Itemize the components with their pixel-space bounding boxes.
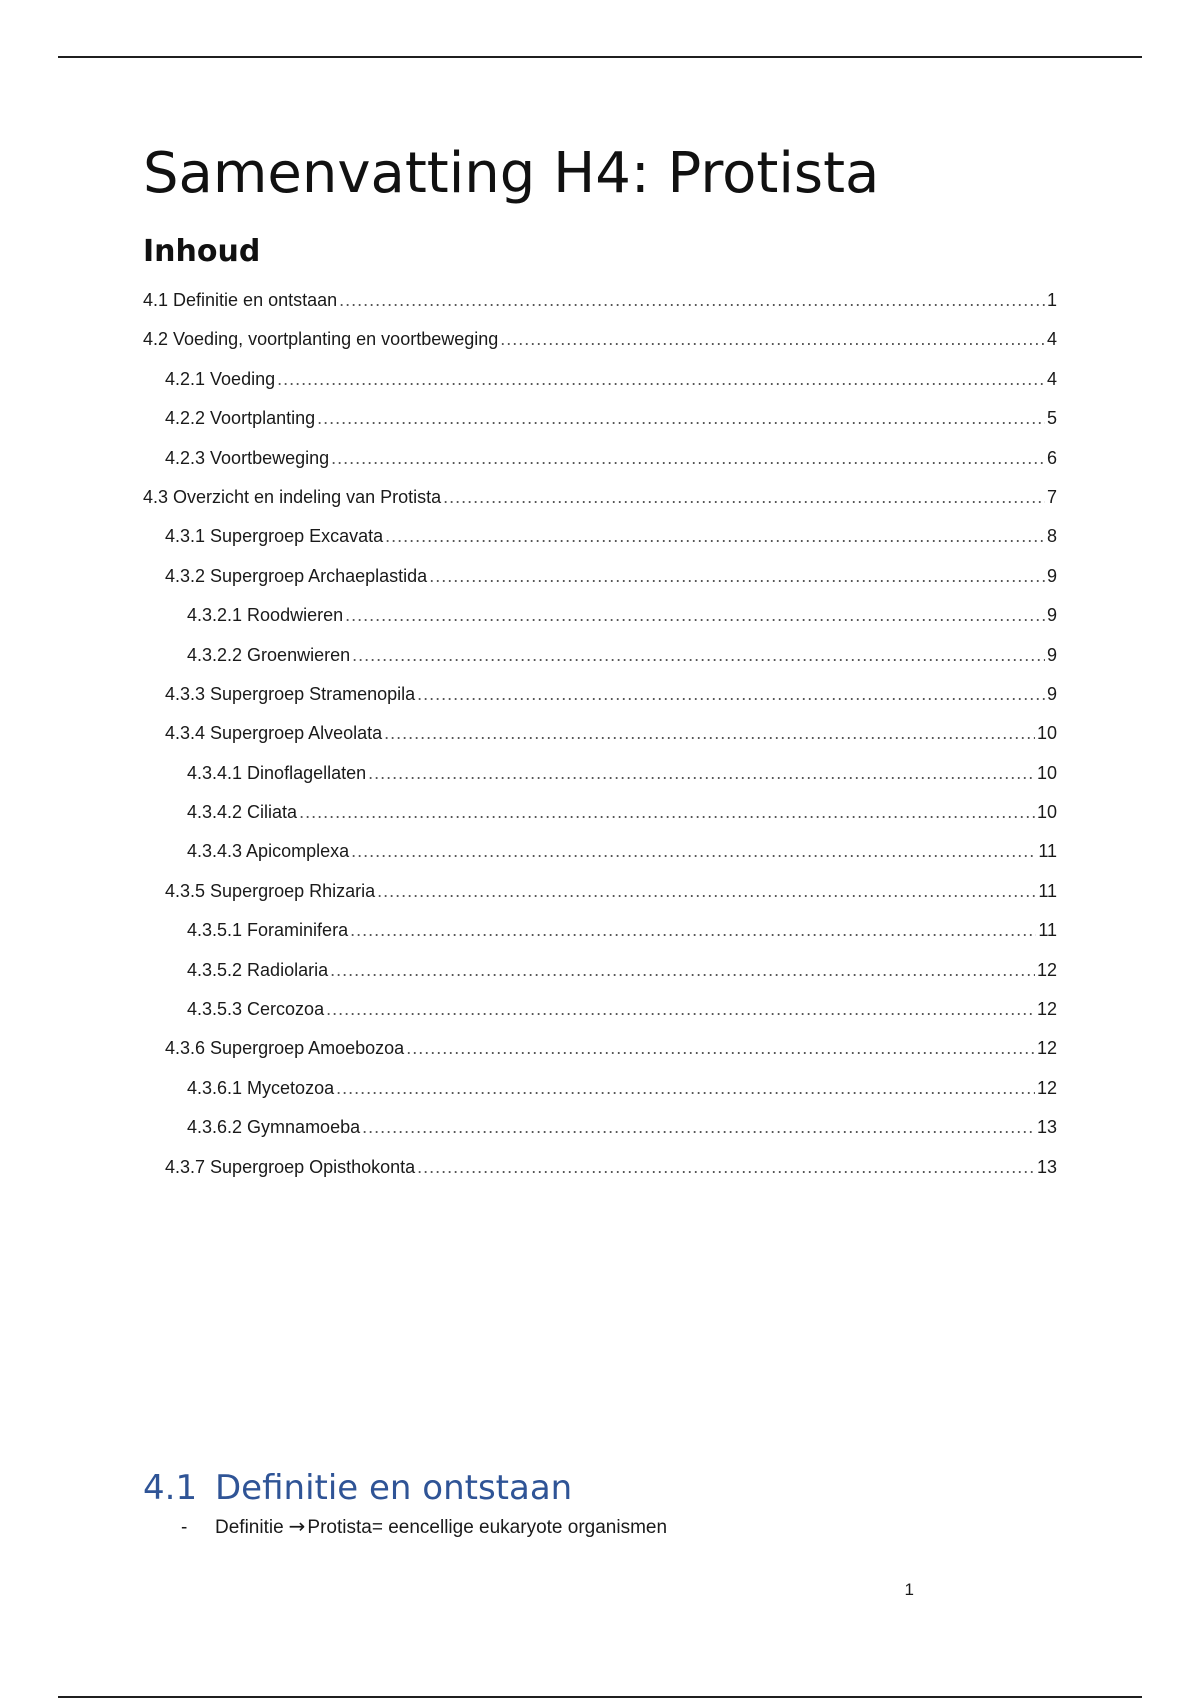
toc-entry-page: 10 <box>1036 802 1057 823</box>
toc-entry-page: 7 <box>1046 486 1057 507</box>
section-heading <box>143 1466 572 1510</box>
toc-entry-page: 11 <box>1038 920 1057 941</box>
bottom-rule <box>58 1696 1142 1698</box>
toc-entry-title: 4.3.6 Supergroep Amoebozoa <box>165 1038 405 1059</box>
toc-entry-title: 4.3.2.1 Roodwieren <box>187 605 344 626</box>
toc-dot-leader <box>429 558 1045 594</box>
toc-entry[interactable] <box>143 952 1057 991</box>
toc-entry-page: 8 <box>1046 526 1057 547</box>
toc-entry-page: 10 <box>1036 762 1057 783</box>
toc-entry[interactable] <box>143 321 1057 360</box>
toc-dot-leader <box>417 1149 1035 1185</box>
section-title: Definitie en ontstaan <box>215 1468 573 1508</box>
toc-entry-title: 4.3.6.1 Mycetozoa <box>187 1077 335 1098</box>
toc-entry[interactable] <box>143 755 1057 794</box>
arrow-right-icon: → <box>288 1514 306 1538</box>
toc-dot-leader <box>336 1070 1035 1106</box>
toc-dot-leader <box>368 755 1035 791</box>
toc-entry[interactable] <box>143 400 1057 439</box>
toc-entry-title: 4.2.1 Voeding <box>165 368 276 389</box>
table-of-contents <box>143 282 1057 1188</box>
toc-entry[interactable] <box>143 597 1057 636</box>
toc-entry[interactable] <box>143 361 1057 400</box>
toc-entry-page: 13 <box>1036 1117 1057 1138</box>
toc-dot-leader <box>317 400 1045 436</box>
toc-dot-leader <box>351 833 1036 869</box>
toc-entry[interactable] <box>143 440 1057 479</box>
toc-entry[interactable] <box>143 518 1057 557</box>
toc-entry[interactable] <box>143 676 1057 715</box>
toc-dot-leader <box>384 715 1035 751</box>
toc-entry-title: 4.3.4.3 Apicomplexa <box>187 841 350 862</box>
toc-entry[interactable] <box>143 1030 1057 1069</box>
toc-dot-leader <box>330 952 1035 988</box>
toc-entry[interactable] <box>143 1109 1057 1148</box>
toc-entry-page: 13 <box>1036 1156 1057 1177</box>
toc-dot-leader <box>277 361 1045 397</box>
toc-entry[interactable] <box>143 1149 1057 1188</box>
document-page <box>143 0 1057 1700</box>
toc-entry[interactable] <box>143 637 1057 676</box>
toc-dot-leader <box>417 676 1045 712</box>
toc-entry-title: 4.3 Overzicht en indeling van Protista <box>143 486 442 507</box>
definition-text: Protista= eencellige eukaryote organismen <box>307 1517 668 1538</box>
toc-dot-leader <box>385 518 1045 554</box>
toc-entry-title: 4.3.7 Supergroep Opisthokonta <box>165 1156 416 1177</box>
toc-entry[interactable] <box>143 873 1057 912</box>
toc-entry-page: 9 <box>1046 605 1057 626</box>
toc-entry-page: 12 <box>1036 959 1057 980</box>
toc-entry[interactable] <box>143 794 1057 833</box>
toc-dot-leader <box>331 440 1045 476</box>
toc-entry-page: 4 <box>1046 368 1057 389</box>
definition-term: Definitie <box>215 1517 284 1538</box>
toc-entry-title: 4.2 Voeding, voortplanting en voortbeweging <box>143 329 499 350</box>
toc-entry[interactable] <box>143 558 1057 597</box>
document-title: Samenvatting H4: Protista <box>143 141 880 206</box>
toc-entry-page: 1 <box>1046 290 1057 310</box>
toc-entry-title: 4.3.2 Supergroep Archaeplastida <box>165 565 428 586</box>
toc-entry-title: 4.3.1 Supergroep Excavata <box>165 526 384 547</box>
toc-entry-title: 4.3.6.2 Gymnamoeba <box>187 1117 361 1138</box>
toc-entry-page: 11 <box>1038 880 1057 901</box>
definition-bullet <box>181 1512 667 1542</box>
section-number: 4.1 <box>143 1468 198 1508</box>
toc-entry-title: 4.3.4 Supergroep Alveolata <box>165 723 383 744</box>
toc-entry[interactable] <box>143 991 1057 1030</box>
toc-heading: Inhoud <box>143 234 261 269</box>
toc-entry-title: 4.1 Definitie en ontstaan <box>143 290 338 310</box>
toc-entry[interactable] <box>143 479 1057 518</box>
toc-dot-leader <box>377 873 1036 909</box>
toc-dot-leader <box>362 1109 1035 1145</box>
toc-entry-title: 4.3.3 Supergroep Stramenopila <box>165 683 416 704</box>
toc-dot-leader <box>500 321 1045 357</box>
toc-entry-title: 4.3.5 Supergroep Rhizaria <box>165 880 376 901</box>
toc-entry-page: 12 <box>1036 999 1057 1020</box>
page-number: 1 <box>904 1580 914 1599</box>
toc-entry-title: 4.3.4.2 Ciliata <box>187 802 298 823</box>
toc-entry-page: 4 <box>1046 329 1057 350</box>
toc-entry-page: 9 <box>1046 644 1057 665</box>
toc-entry-title: 4.2.3 Voortbeweging <box>165 447 330 468</box>
toc-entry-page: 9 <box>1046 565 1057 586</box>
toc-dot-leader <box>299 794 1035 830</box>
toc-entry-title: 4.3.5.3 Cercozoa <box>187 999 325 1020</box>
toc-entry-page: 9 <box>1046 683 1057 704</box>
toc-entry[interactable] <box>143 833 1057 872</box>
toc-entry-page: 10 <box>1036 723 1057 744</box>
bullet-marker: - <box>181 1517 188 1538</box>
toc-entry[interactable] <box>143 715 1057 754</box>
toc-entry-page: 12 <box>1036 1038 1057 1059</box>
toc-entry-title: 4.3.5.2 Radiolaria <box>187 959 329 980</box>
toc-entry-page: 11 <box>1038 841 1057 862</box>
toc-entry-title: 4.2.2 Voortplanting <box>165 408 316 429</box>
toc-entry-page: 12 <box>1036 1077 1057 1098</box>
toc-entry-page: 6 <box>1046 447 1057 468</box>
toc-dot-leader <box>350 912 1036 948</box>
toc-entry[interactable] <box>143 912 1057 951</box>
toc-entry[interactable] <box>143 1070 1057 1109</box>
toc-dot-leader <box>406 1030 1035 1066</box>
toc-dot-leader <box>339 282 1045 318</box>
toc-dot-leader <box>326 991 1035 1027</box>
toc-entry-title: 4.3.4.1 Dinoflagellaten <box>187 762 367 783</box>
toc-entry-page: 5 <box>1046 408 1057 429</box>
toc-entry-title: 4.3.5.1 Foraminifera <box>187 920 349 941</box>
toc-dot-leader <box>443 479 1045 515</box>
toc-entry[interactable] <box>143 282 1057 321</box>
toc-dot-leader <box>352 637 1045 673</box>
toc-entry-title: 4.3.2.2 Groenwieren <box>187 644 351 665</box>
toc-dot-leader <box>345 597 1045 633</box>
